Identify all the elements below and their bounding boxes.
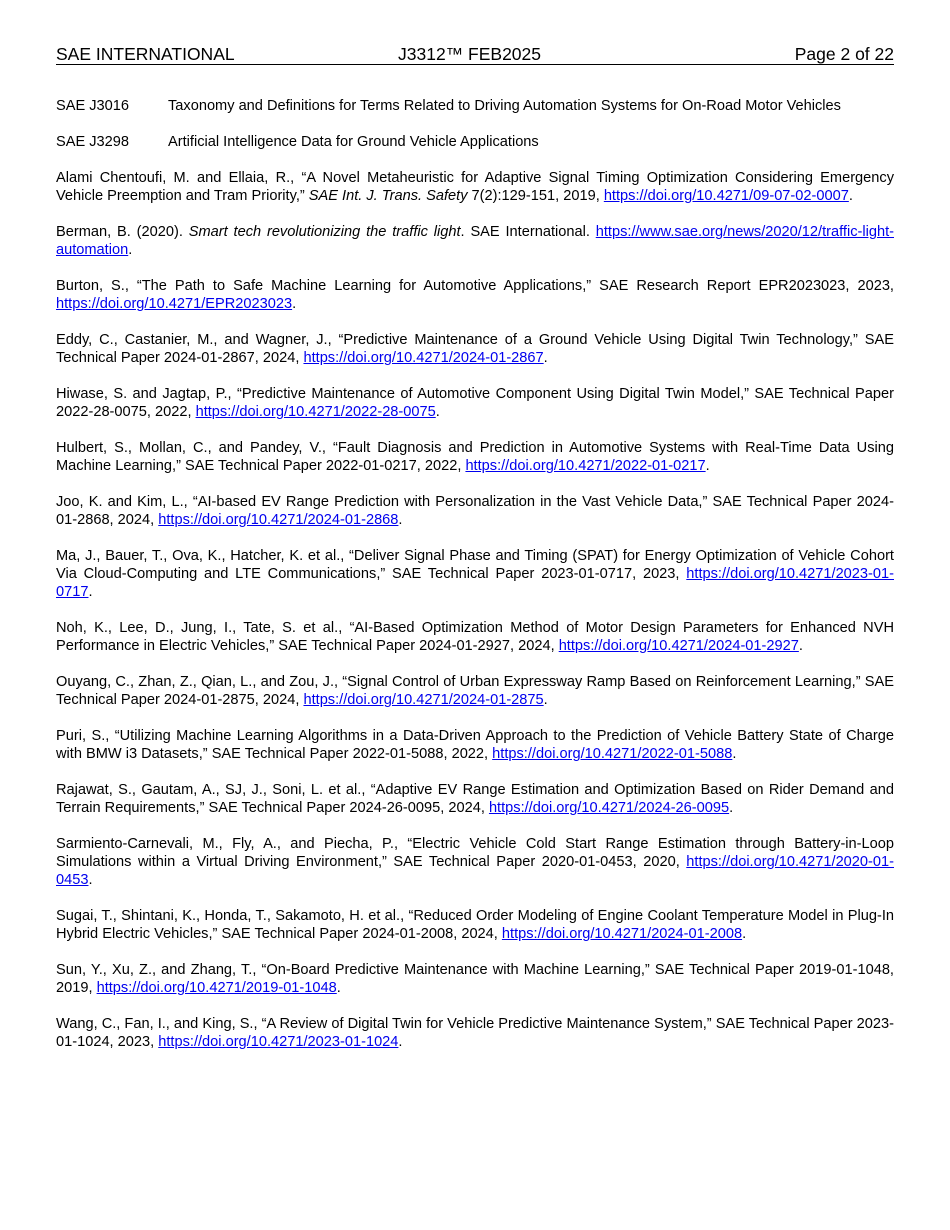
reference-entry: Noh, K., Lee, D., Jung, I., Tate, S. et al., “AI-Based Optimization Method of Motor Design Parameters for Enhanced NVH Performance in Electric Vehicles,” SAE Technical Paper 2024-01-2927, 2024, https://doi.org/10.4271/2024-01-2927.: [56, 620, 894, 654]
reference-text: Sun, Y., Xu, Z., and Zhang, T., “On-Board Predictive Maintenance with Machine Learning,” SAE Technical Paper 2019-01-1048, 2019,: [56, 962, 894, 996]
reference-entry: Rajawat, S., Gautam, A., SJ, J., Soni, L. et al., “Adaptive EV Range Estimation and Optimization Based on Rider Demand and Terrain Requirements,” SAE Technical Paper 2024-26-0095, 2024, https://doi.org/10.4271/2024-26-0095.: [56, 782, 894, 816]
doi-link[interactable]: https://doi.org/10.4271/2022-01-0217: [465, 458, 706, 474]
doi-link[interactable]: https://doi.org/10.4271/2019-01-1048: [96, 980, 337, 996]
reference-text: Berman, B. (2020).: [56, 224, 189, 240]
reference-entry: Alami Chentoufi, M. and Ellaia, R., “A Novel Metaheuristic for Adaptive Signal Timing Optimization Considering Emergency Vehicle Preemption and Tram Priority,” SAE Int. J. Trans. Safety 7(2):129-151, 2019, https://doi.org/10.4271/09-07-02-0007.: [56, 170, 894, 204]
header-document-number: J3312™ FEB2025: [398, 44, 542, 64]
reference-text: Hulbert, S., Mollan, C., and Pandey, V., “Fault Diagnosis and Prediction in Automotive Systems with Real-Time Data Using Machine Learning,” SAE Technical Paper 2022-01-0217, 2022,: [56, 440, 894, 474]
doi-link[interactable]: https://doi.org/10.4271/2024-26-0095: [488, 800, 730, 816]
reference-entry: Ouyang, C., Zhan, Z., Qian, L., and Zou, J., “Signal Control of Urban Expressway Ramp Based on Reinforcement Learning,” SAE Technical Paper 2024-01-2875, 2024, https://doi.org/10.4271/2024-01-2875.: [56, 674, 894, 708]
doi-link[interactable]: https://doi.org/10.4271/2020-01-0453: [56, 854, 894, 888]
reference-entry: Ma, J., Bauer, T., Ova, K., Hatcher, K. et al., “Deliver Signal Phase and Timing (SPAT) for Energy Optimization of Vehicle Cohort Via Cloud-Computing and LTE Communications,” SAE Technical Paper 2023-01-0717, 2023, https://doi.org/10.4271/2023-01-0717.: [56, 548, 894, 600]
doi-link[interactable]: https://doi.org/10.4271/2022-28-0075: [195, 404, 436, 420]
standard-title: Taxonomy and Definitions for Terms Related to Driving Automation Systems for On-Road Motor Vehicles: [168, 98, 841, 114]
reference-list: [56, 97, 894, 1069]
reference-entry: Sarmiento-Carnevali, M., Fly, A., and Piecha, P., “Electric Vehicle Cold Start Range Estimation through Battery-in-Loop Simulations within a Virtual Driving Environment,” SAE Technical Paper 2020-01-0453, 2020, https://doi.org/10.4271/2020-01-0453.: [56, 836, 894, 888]
page-header: [56, 44, 894, 65]
reference-text: Eddy, C., Castanier, M., and Wagner, J., “Predictive Maintenance of a Ground Vehicle Using Digital Twin Technology,” SAE Technical Paper 2024-01-2867, 2024,: [56, 332, 894, 366]
reference-text: . SAE International.: [460, 224, 596, 240]
reference-title: Smart tech revolutionizing the traffic light: [188, 224, 461, 240]
reference-entry: Eddy, C., Castanier, M., and Wagner, J., “Predictive Maintenance of a Ground Vehicle Using Digital Twin Technology,” SAE Technical Paper 2024-01-2867, 2024, https://doi.org/10.4271/2024-01-2867.: [56, 332, 894, 366]
reference-text: Joo, K. and Kim, L., “AI-based EV Range Prediction with Personalization in the Vast Vehicle Data,” SAE Technical Paper 2024-01-2868, 2024,: [56, 494, 894, 528]
reference-entry: Joo, K. and Kim, L., “AI-based EV Range Prediction with Personalization in the Vast Vehicle Data,” SAE Technical Paper 2024-01-2868, 2024, https://doi.org/10.4271/2024-01-2868.: [56, 494, 894, 528]
reference-entry: Puri, S., “Utilizing Machine Learning Algorithms in a Data-Driven Approach to the Prediction of Vehicle Battery State of Charge with BMW i3 Datasets,” SAE Technical Paper 2022-01-5088, 2022, https://doi.org/10.4271/2022-01-5088.: [56, 728, 894, 762]
header-page-number: Page 2 of 22: [794, 44, 894, 64]
doi-link[interactable]: https://doi.org/10.4271/EPR2023023: [56, 296, 293, 312]
reference-text: Wang, C., Fan, I., and King, S., “A Review of Digital Twin for Vehicle Predictive Maintenance System,” SAE Technical Paper 2023-01-1024, 2023,: [56, 1016, 894, 1050]
reference-text: Ma, J., Bauer, T., Ova, K., Hatcher, K. et al., “Deliver Signal Phase and Timing (SPAT) for Energy Optimization of Vehicle Cohort Via Cloud-Computing and LTE Communications,” SAE Technical Paper 2023-01-0717, 2023,: [56, 548, 894, 582]
doi-link[interactable]: https://doi.org/10.4271/2024-01-2927: [558, 638, 799, 654]
doi-link[interactable]: https://doi.org/10.4271/2022-01-5088: [492, 746, 733, 762]
reference-entry: Berman, B. (2020). Smart tech revolutionizing the traffic light. SAE International. https://www.sae.org/news/2020/12/traffic-light-automation.: [56, 224, 894, 258]
reference-text: 7(2):129-151, 2019,: [467, 188, 604, 204]
reference-text: Ouyang, C., Zhan, Z., Qian, L., and Zou, J., “Signal Control of Urban Expressway Ramp Based on Reinforcement Learning,” SAE Technical Paper 2024-01-2875, 2024,: [56, 674, 894, 708]
standard-reference: [56, 97, 894, 115]
doi-link[interactable]: https://doi.org/10.4271/2023-01-0717: [56, 566, 894, 600]
doi-link[interactable]: https://doi.org/10.4271/2023-01-1024: [158, 1034, 399, 1050]
reference-text: Sugai, T., Shintani, K., Honda, T., Sakamoto, H. et al., “Reduced Order Modeling of Engine Coolant Temperature Model in Plug-In Hybrid Electric Vehicles,” SAE Technical Paper 2024-01-2008, 2024,: [56, 908, 894, 942]
reference-entry: Wang, C., Fan, I., and King, S., “A Review of Digital Twin for Vehicle Predictive Maintenance System,” SAE Technical Paper 2023-01-1024, 2023, https://doi.org/10.4271/2023-01-1024.: [56, 1016, 894, 1050]
reference-text: Puri, S., “Utilizing Machine Learning Algorithms in a Data-Driven Approach to the Prediction of Vehicle Battery State of Charge with BMW i3 Datasets,” SAE Technical Paper 2022-01-5088, 2022,: [56, 728, 894, 762]
reference-text: Alami Chentoufi, M. and Ellaia, R., “A Novel Metaheuristic for Adaptive Signal Timing Optimization Considering Emergency Vehicle Preemption and Tram Priority,”: [56, 170, 894, 204]
doi-link[interactable]: https://doi.org/10.4271/2024-01-2008: [501, 926, 743, 942]
standard-title: Artificial Intelligence Data for Ground Vehicle Applications: [168, 134, 539, 150]
reference-text: Rajawat, S., Gautam, A., SJ, J., Soni, L. et al., “Adaptive EV Range Estimation and Optimization Based on Rider Demand and Terrain Requirements,” SAE Technical Paper 2024-26-0095, 2024,: [56, 782, 894, 816]
reference-entry: Hiwase, S. and Jagtap, P., “Predictive Maintenance of Automotive Component Using Digital Twin Model,” SAE Technical Paper 2022-28-0075, 2022, https://doi.org/10.4271/2022-28-0075.: [56, 386, 894, 420]
reference-text: Hiwase, S. and Jagtap, P., “Predictive Maintenance of Automotive Component Using Digital Twin Model,” SAE Technical Paper 2022-28-0075, 2022,: [56, 386, 894, 420]
standard-code: SAE J3016: [56, 98, 130, 114]
url-link[interactable]: https://www.sae.org/news/2020/12/traffic-light-automation: [56, 224, 894, 258]
reference-text: Noh, K., Lee, D., Jung, I., Tate, S. et al., “AI-Based Optimization Method of Motor Design Parameters for Enhanced NVH Performance in Electric Vehicles,” SAE Technical Paper 2024-01-2927, 2024,: [56, 620, 894, 654]
header-organization: SAE INTERNATIONAL: [56, 44, 235, 64]
doi-link[interactable]: https://doi.org/10.4271/2024-01-2875: [303, 692, 544, 708]
doi-link[interactable]: https://doi.org/10.4271/2024-01-2867: [303, 350, 544, 366]
reference-text: Burton, S., “The Path to Safe Machine Learning for Automotive Applications,” SAE Research Report EPR2023023, 2023,: [56, 278, 894, 294]
reference-text: Sarmiento-Carnevali, M., Fly, A., and Piecha, P., “Electric Vehicle Cold Start Range Estimation through Battery-in-Loop Simulations within a Virtual Driving Environment,” SAE Technical Paper 2020-01-0453, 2020,: [56, 836, 894, 870]
reference-entry: Sun, Y., Xu, Z., and Zhang, T., “On-Board Predictive Maintenance with Machine Learning,” SAE Technical Paper 2019-01-1048, 2019, https://doi.org/10.4271/2019-01-1048.: [56, 962, 894, 996]
reference-entry: Hulbert, S., Mollan, C., and Pandey, V., “Fault Diagnosis and Prediction in Automotive Systems with Real-Time Data Using Machine Learning,” SAE Technical Paper 2022-01-0217, 2022, https://doi.org/10.4271/2022-01-0217.: [56, 440, 894, 474]
standard-reference: [56, 133, 894, 151]
standard-code: SAE J3298: [56, 134, 130, 150]
reference-entry: Sugai, T., Shintani, K., Honda, T., Sakamoto, H. et al., “Reduced Order Modeling of Engine Coolant Temperature Model in Plug-In Hybrid Electric Vehicles,” SAE Technical Paper 2024-01-2008, 2024, https://doi.org/10.4271/2024-01-2008.: [56, 908, 894, 942]
reference-journal: SAE Int. J. Trans. Safety: [308, 188, 468, 204]
reference-entry: Burton, S., “The Path to Safe Machine Learning for Automotive Applications,” SAE Research Report EPR2023023, 2023, https://doi.org/10.4271/EPR2023023.: [56, 278, 894, 312]
doi-link[interactable]: https://doi.org/10.4271/09-07-02-0007: [603, 188, 849, 204]
doi-link[interactable]: https://doi.org/10.4271/2024-01-2868: [158, 512, 399, 528]
